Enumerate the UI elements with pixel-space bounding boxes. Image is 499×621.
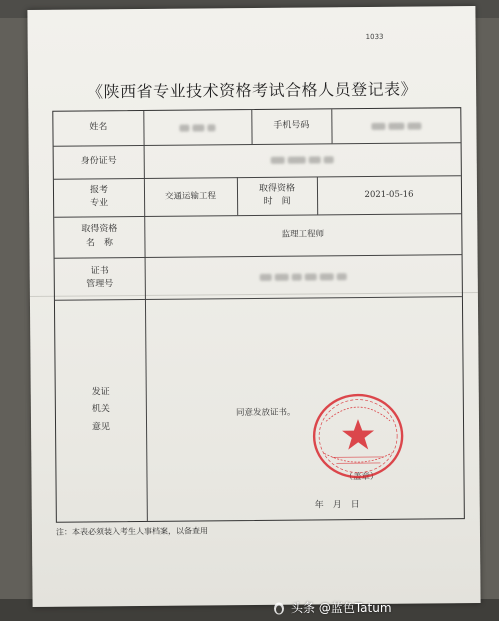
qualification-name-label — [54, 216, 144, 258]
qualification-name-value: 监理工程师 — [281, 229, 325, 241]
issuer-statement: 同意发放证书。 — [235, 407, 296, 419]
registration-table — [52, 107, 465, 523]
seal-label: （盖章） — [344, 471, 379, 483]
certificate-number-label — [55, 257, 145, 300]
name-value-redacted — [143, 110, 251, 145]
paper-sheet — [27, 6, 480, 607]
footnote: 注：本表必须装入考生人事档案，以备查用 — [55, 526, 208, 537]
phone-value-redacted — [331, 108, 460, 143]
watermark — [272, 599, 392, 616]
exam-major-label-line1: 报考 — [89, 185, 109, 196]
redacted-blur — [260, 273, 347, 281]
redacted-blur — [179, 124, 215, 131]
exam-major-label-line2: 专业 — [90, 198, 109, 209]
issue-date-line: 年 月 日 — [314, 500, 360, 511]
exam-major-value: 交通运输工程 — [164, 191, 217, 202]
id-card-value-redacted — [144, 142, 461, 178]
obtain-time-label-line2: 时 间 — [263, 196, 291, 207]
id-card-label: 身份证号 — [80, 156, 117, 167]
qualification-name-label-line2: 名 称 — [85, 237, 113, 248]
issuer-opinion-label — [55, 299, 147, 522]
obtain-time-label-line1: 取得资格 — [258, 183, 296, 194]
certificate-number-redacted — [145, 254, 462, 299]
qualification-name-label-line1: 取得资格 — [81, 224, 118, 235]
redacted-blur — [371, 122, 421, 129]
issuer-opinion-label-line1: 发证 — [91, 387, 110, 398]
penguin-icon — [272, 601, 286, 615]
issuer-opinion-label-line3: 意见 — [91, 421, 111, 432]
exam-major-label — [54, 178, 144, 217]
obtain-time-label — [237, 176, 317, 215]
certificate-number-label-line2: 管理号 — [86, 279, 114, 290]
official-seal-icon — [310, 391, 407, 482]
page-number: 1033 — [365, 32, 384, 42]
form-title: 《陕西省专业技术资格考试合格人员登记表》 — [87, 79, 418, 102]
watermark-text: 头条 @蓝色Tatum — [291, 601, 392, 615]
issuer-opinion-label-line2: 机关 — [91, 404, 110, 415]
name-label: 姓名 — [89, 122, 108, 133]
redacted-blur — [271, 156, 334, 164]
phone-label: 手机号码 — [273, 120, 310, 132]
obtain-time-value: 2021-05-16 — [364, 189, 414, 200]
certificate-number-label-line1: 证书 — [90, 266, 109, 277]
